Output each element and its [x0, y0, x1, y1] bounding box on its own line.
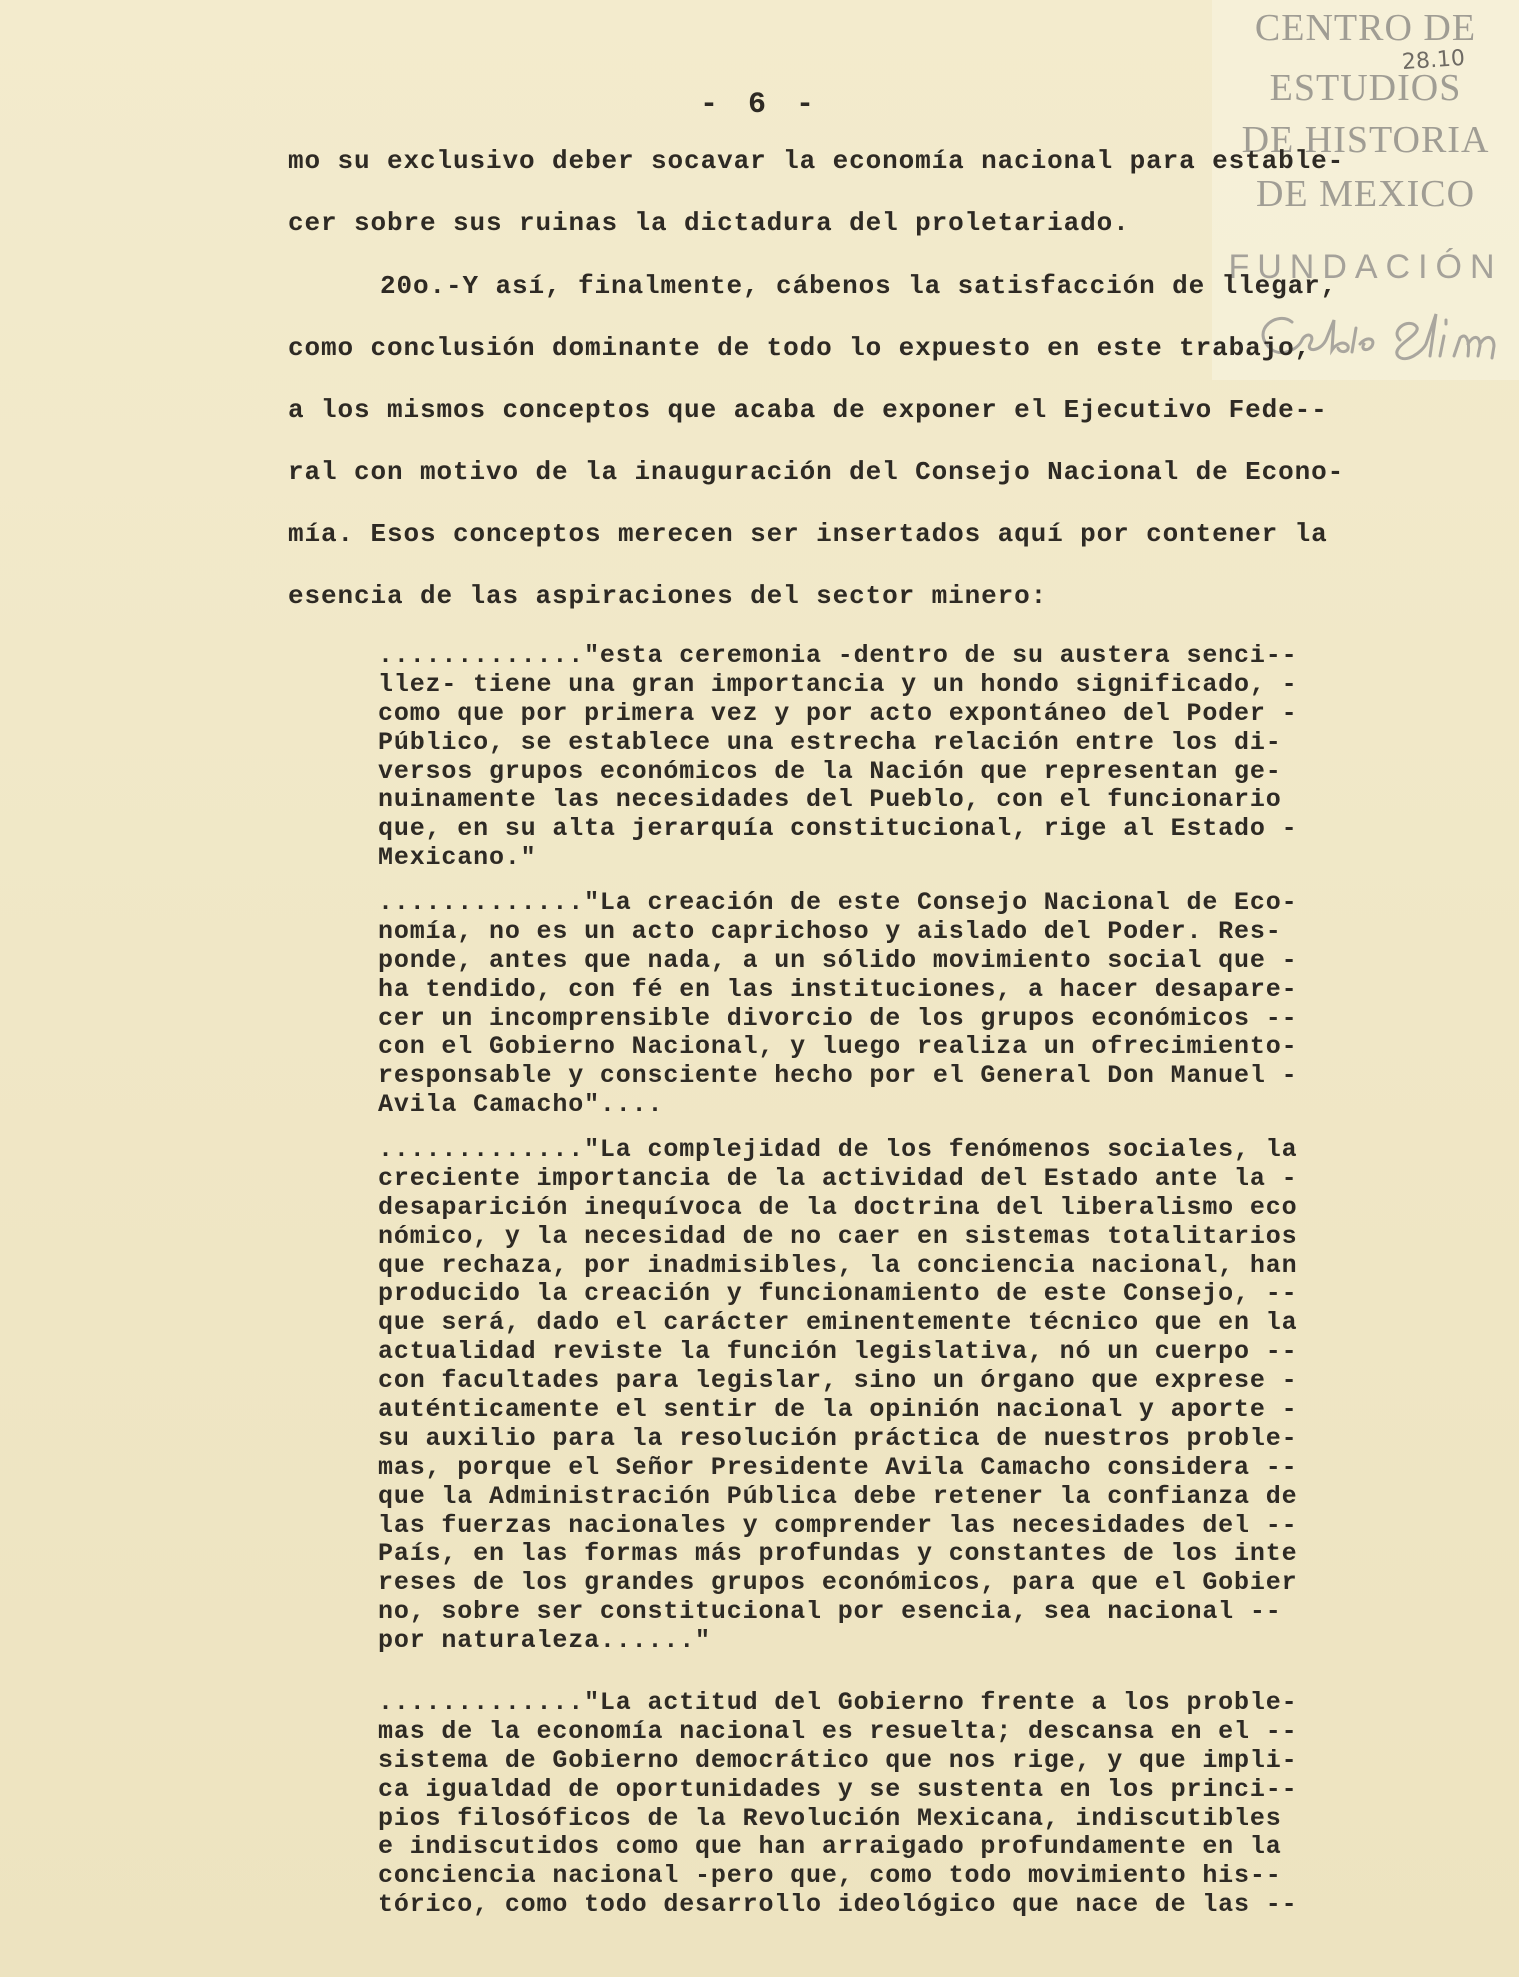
text-line: mo su exclusivo deber socavar la economía nacional para estable-: [288, 146, 1345, 176]
quote-line: nomía, no es un acto caprichoso y aislado del Poder. Res-: [378, 916, 1282, 946]
quote-line: creciente importancia de la actividad del Estado ante la -: [378, 1163, 1298, 1193]
quote-line: mas, porque el Señor Presidente Avila Camacho considera --: [378, 1452, 1298, 1482]
quote-line: nuinamente las necesidades del Pueblo, con el funcionario: [378, 785, 1282, 815]
quote-line: por naturaleza......": [378, 1626, 711, 1656]
watermark-line-1: CENTRO DE: [1254, 7, 1477, 49]
quote-block-3: [378, 1136, 1438, 1656]
watermark-line-2: ESTUDIOS: [1269, 67, 1462, 109]
paragraph-1: [288, 130, 1448, 254]
watermark-line-4: DE MEXICO: [1255, 173, 1476, 215]
paragraph-2: [288, 255, 1448, 627]
quote-line: su auxilio para la resolución práctica de nuestros proble-: [378, 1423, 1298, 1453]
quote-line: Mexicano.": [378, 843, 537, 873]
quote-line: las fuerzas nacionales y comprender las necesidades del --: [378, 1510, 1298, 1540]
quote-line: llez- tiene una gran importancia y un hondo significado, -: [378, 669, 1298, 699]
text-line: 20o.-Y así, finalmente, cábenos la satisfacción de llegar,: [380, 271, 1338, 301]
quote-line: ponde, antes que nada, a un sólido movimiento social que -: [378, 945, 1298, 975]
quote-line: con el Gobierno Nacional, y luego realiza un ofrecimiento-: [378, 1032, 1298, 1062]
quote-line: desaparición inequívoca de la doctrina del liberalismo eco: [378, 1192, 1298, 1222]
quote-line: versos grupos económicos de la Nación que representan ge-: [378, 756, 1282, 786]
quote-line: ca igualdad de oportunidades y se sustenta en los princi--: [378, 1774, 1298, 1804]
quote-line: ............."La creación de este Consejo Nacional de Eco-: [378, 888, 1298, 917]
watermark-fundacion: FUNDACIÓN: [1228, 248, 1503, 286]
text-line: como conclusión dominante de todo lo expuesto en este trabajo,: [288, 333, 1312, 363]
quote-line: sistema de Gobierno democrático que nos rige, y que impli-: [378, 1745, 1298, 1775]
quote-line: reses de los grandes grupos económicos, para que el Gobier: [378, 1568, 1298, 1598]
quote-line: ............."La actitud del Gobierno frente a los proble-: [378, 1688, 1298, 1717]
quote-line: conciencia nacional -pero que, como todo movimiento his--: [378, 1861, 1282, 1891]
quote-block-1: [378, 642, 1438, 873]
quote-line: auténticamente el sentir de la opinión nacional y aporte -: [378, 1395, 1298, 1425]
quote-line: producido la creación y funcionamiento de este Consejo, --: [378, 1279, 1298, 1309]
quote-line: que la Administración Pública debe retener la confianza de: [378, 1481, 1298, 1511]
quote-line: no, sobre ser constitucional por esencia, sea nacional --: [378, 1597, 1282, 1627]
text-line: ral con motivo de la inauguración del Consejo Nacional de Econo-: [288, 457, 1345, 487]
quote-line: cer un incomprensible divorcio de los grupos económicos --: [378, 1003, 1298, 1033]
page-number: - 6 -: [700, 88, 821, 122]
text-line: mía. Esos conceptos merecen ser insertados aquí por contener la: [288, 519, 1328, 549]
quote-line: Público, se establece una estrecha relación entre los di-: [378, 727, 1282, 757]
quote-line: con facultades para legislar, sino un órgano que exprese -: [378, 1366, 1298, 1396]
quote-line: ............."La complejidad de los fenómenos sociales, la: [378, 1135, 1298, 1164]
quote-line: responsable y consciente hecho por el General Don Manuel -: [378, 1061, 1298, 1091]
quote-line: que será, dado el carácter eminentemente técnico que en la: [378, 1308, 1298, 1338]
text-line: cer sobre sus ruinas la dictadura del proletariado.: [288, 208, 1130, 238]
quote-line: actualidad reviste la función legislativa, nó un cuerpo --: [378, 1337, 1298, 1367]
quote-line: ha tendido, con fé en las instituciones, a hacer desapare-: [378, 974, 1298, 1004]
quote-line: que, en su alta jerarquía constitucional, rige al Estado -: [378, 814, 1298, 844]
quote-line: e indiscutidos como que han arraigado profundamente en la: [378, 1832, 1282, 1862]
quote-block-2: [378, 889, 1438, 1120]
archive-pencil-note: 28.10: [1401, 45, 1466, 76]
quote-block-4: [378, 1689, 1438, 1920]
watermark-line-3: DE HISTORIA: [1241, 119, 1490, 161]
quote-line: mas de la economía nacional es resuelta; descansa en el --: [378, 1716, 1298, 1746]
quote-line: Avila Camacho"....: [378, 1090, 664, 1120]
quote-line: nómico, y la necesidad de no caer en sistemas totalitarios: [378, 1221, 1298, 1251]
quote-line: que rechaza, por inadmisibles, la conciencia nacional, han: [378, 1250, 1298, 1280]
quote-line: tórico, como todo desarrollo ideológico que nace de las --: [378, 1890, 1298, 1920]
quote-line: ............."esta ceremonia -dentro de su austera senci--: [378, 641, 1298, 670]
quote-line: País, en las formas más profundas y constantes de los inte: [378, 1539, 1298, 1569]
text-line: esencia de las aspiraciones del sector minero:: [288, 581, 1048, 611]
text-line: a los mismos conceptos que acaba de exponer el Ejecutivo Fede--: [288, 395, 1328, 425]
quote-line: pios filosóficos de la Revolución Mexicana, indiscutibles: [378, 1803, 1282, 1833]
quote-line: como que por primera vez y por acto expontáneo del Poder -: [378, 698, 1298, 728]
